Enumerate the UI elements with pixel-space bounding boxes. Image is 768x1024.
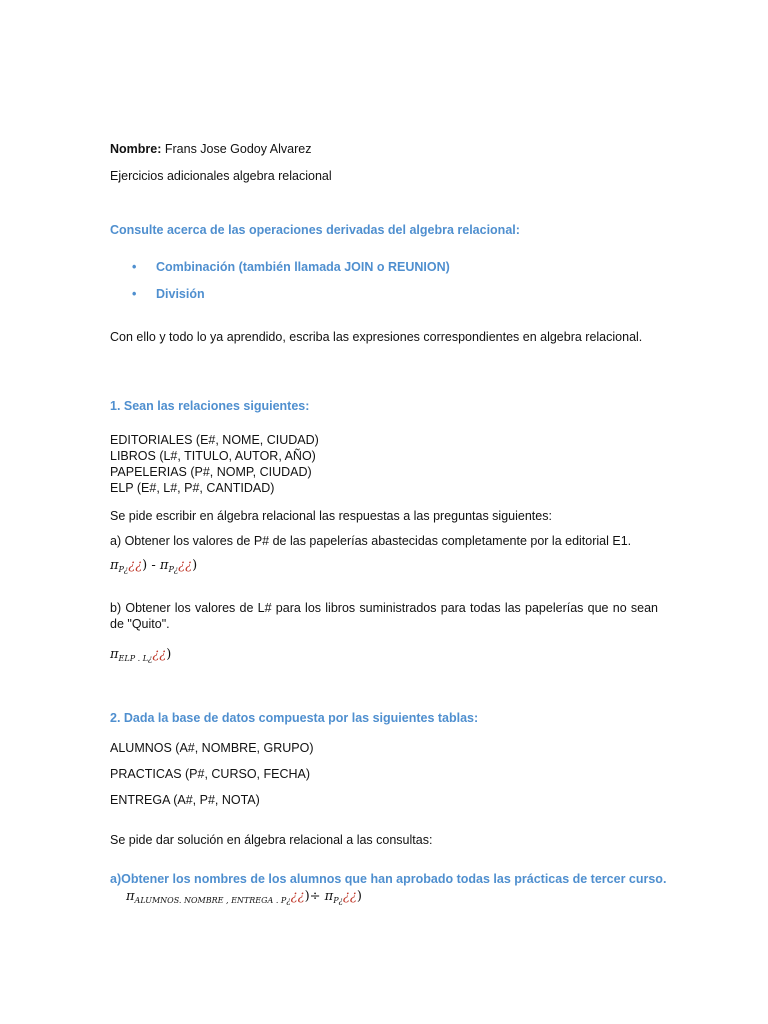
formula-subscript: P¿ xyxy=(168,565,179,574)
bullet-symbol: • xyxy=(132,260,137,274)
name-label: Nombre: xyxy=(110,142,165,156)
formula-placeholder: ¿¿ xyxy=(342,889,357,904)
relation-line: ELP (E#, L#, P#, CANTIDAD) xyxy=(110,481,275,495)
section2-heading: 2. Dada la base de datos compuesta por las siguientes tablas: xyxy=(110,711,479,725)
question-marker: a) xyxy=(110,872,122,886)
formula-placeholder: ¿¿ xyxy=(152,647,167,662)
pi-symbol: π xyxy=(324,889,334,904)
formula-close: ) xyxy=(356,889,362,904)
intro-instruction: Con ello y todo lo ya aprendido, escriba las expresiones correspondientes en algebra relacional. xyxy=(110,330,643,344)
question-text: Obtener los nombres de los alumnos que han aprobado todas las prácticas de tercer curso. xyxy=(121,872,667,886)
pi-symbol: π xyxy=(110,647,119,662)
document-subtitle: Ejercicios adicionales algebra relacional xyxy=(110,169,332,183)
name-value: Frans Jose Godoy Alvarez xyxy=(164,142,312,156)
intro-question: Consulte acerca de las operaciones derivadas del algebra relacional: xyxy=(110,223,520,237)
relation-line: PAPELERIAS (P#, NOMP, CIUDAD) xyxy=(110,465,312,479)
formula-1b xyxy=(110,647,171,663)
section1-question-a: a) Obtener los valores de P# de las papelerías abastecidas completamente por la editorial E1. xyxy=(110,534,632,548)
bullet-text-division: División xyxy=(156,287,205,301)
formula-operator: ) - xyxy=(142,558,160,573)
relation-line: EDITORIALES (E#, NOME, CIUDAD) xyxy=(110,433,319,447)
bullet-symbol: • xyxy=(132,287,137,301)
pi-symbol: π xyxy=(159,558,169,573)
table-definition: PRACTICAS (P#, CURSO, FECHA) xyxy=(110,767,311,781)
formula-close: ) xyxy=(166,647,172,662)
section1-prompt: Se pide escribir en álgebra relacional las respuestas a las preguntas siguientes: xyxy=(110,509,552,523)
student-name-line xyxy=(110,141,311,157)
table-definition: ALUMNOS (A#, NOMBRE, GRUPO) xyxy=(110,741,314,755)
section2-prompt: Se pide dar solución en álgebra relacional a las consultas: xyxy=(110,833,433,847)
formula-subscript: ALUMNOS. NOMBRE , ENTREGA . P¿ xyxy=(134,896,291,905)
bullet-text-join: Combinación (también llamada JOIN o REUNION) xyxy=(156,260,450,274)
pi-symbol: π xyxy=(110,558,119,573)
formula-placeholder: ¿¿ xyxy=(178,558,193,573)
formula-placeholder: ¿¿ xyxy=(128,558,143,573)
formula-1a xyxy=(110,558,197,574)
formula-subscript: ELP . L¿ xyxy=(118,654,153,663)
relation-line: LIBROS (L#, TITULO, AUTOR, AÑO) xyxy=(110,449,316,463)
pi-symbol: π xyxy=(126,889,135,904)
formula-2a xyxy=(126,889,362,905)
document-page xyxy=(110,0,667,1024)
formula-subscript: P¿ xyxy=(118,565,129,574)
table-definition: ENTREGA (A#, P#, NOTA) xyxy=(110,793,260,807)
section1-heading: 1. Sean las relaciones siguientes: xyxy=(110,399,310,413)
formula-placeholder: ¿¿ xyxy=(290,889,305,904)
formula-operator: )÷ xyxy=(304,889,325,904)
formula-close: ) xyxy=(192,558,198,573)
section2-question-a xyxy=(110,871,666,887)
section1-question-b: b) Obtener los valores de L# para los libros suministrados para todas las papelerías que no sean de "Quito". xyxy=(110,601,658,631)
formula-subscript: P¿ xyxy=(333,896,343,905)
